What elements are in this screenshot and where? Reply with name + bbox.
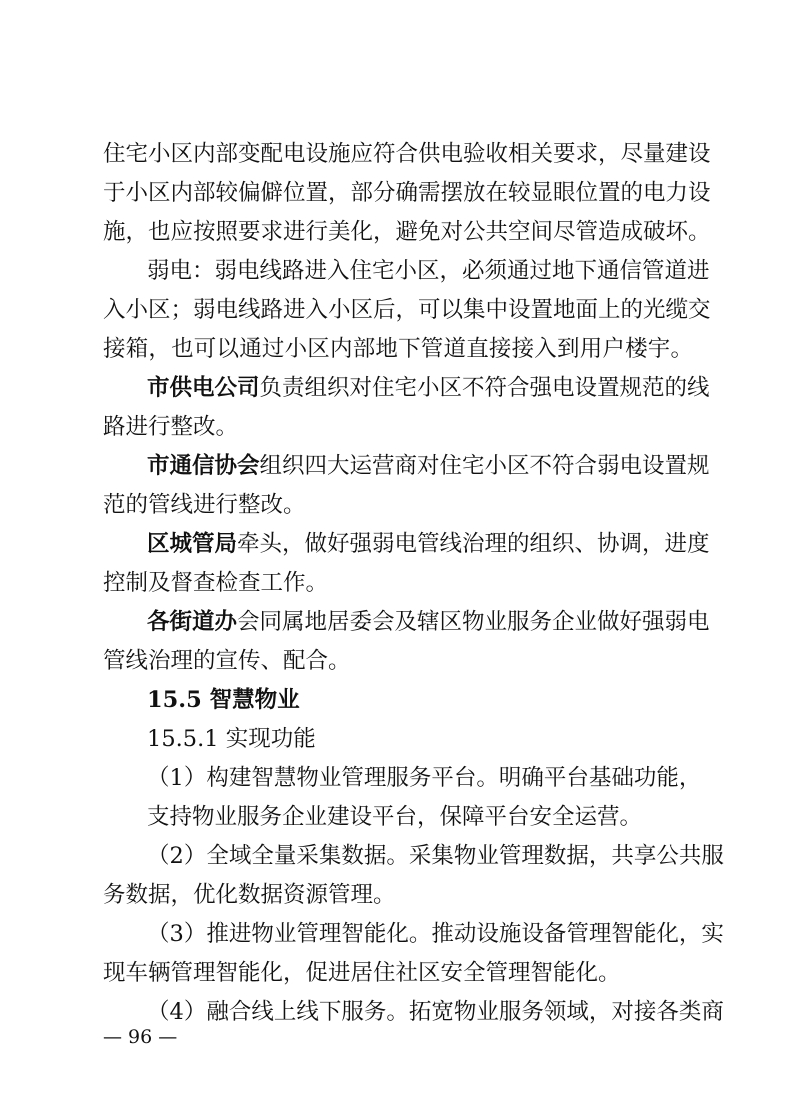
paragraph-6-line-2: 管线治理的宣传、配合。: [103, 648, 351, 674]
item-3-line-1: （3）推进物业管理智能化。推动设施设备管理智能化，实: [147, 921, 724, 947]
item-4-line-1: （4）融合线上线下服务。拓宽物业服务领域，对接各类商: [147, 999, 724, 1025]
paragraph-3-line-1: [147, 368, 710, 408]
paragraph-4-line-2: 范的管线进行整改。: [103, 492, 306, 518]
item-1-line-2: 支持物业服务企业建设平台，保障平台安全运营。: [147, 804, 643, 830]
paragraph-4-line-1: [147, 446, 710, 486]
paragraph-4-text: 组织四大运营商对住宅小区不符合弱电设置规: [259, 453, 710, 479]
power-company-label: 市供电公司: [147, 375, 260, 401]
paragraph-1-line-1: 住宅小区内部变配电设施应符合供电验收相关要求，尽量建设: [103, 141, 711, 167]
street-office-label: 各街道办: [147, 609, 238, 635]
section-heading-15-5: 15.5 智慧物业: [147, 687, 300, 713]
section-heading-15-5-1: 15.5.1 实现功能: [147, 726, 316, 752]
item-2-line-1: （2）全域全量采集数据。采集物业管理数据，共享公共服: [147, 843, 724, 869]
paragraph-5-line-2: 控制及督查检查工作。: [103, 570, 329, 596]
item-1-line-1: （1）构建智慧物业管理服务平台。明确平台基础功能，: [147, 765, 702, 791]
paragraph-6-line-1: [147, 602, 710, 642]
paragraph-1-line-2: 于小区内部较偏僻位置，部分确需摆放在较显眼位置的电力设: [103, 180, 711, 206]
item-3-line-2: 现车辆管理智能化，促进居住社区安全管理智能化。: [103, 960, 621, 986]
paragraph-2-line-3: 接箱，也可以通过小区内部地下管道直接接入到用户楼宇。: [103, 336, 693, 362]
item-2-line-2: 务数据，优化数据资源管理。: [103, 882, 396, 908]
paragraph-3-text: 负责组织对住宅小区不符合强电设置规范的线: [259, 375, 710, 401]
page-number: — 96 —: [103, 1026, 178, 1048]
urban-management-label: 区城管局: [147, 531, 238, 557]
paragraph-1-line-3: 施，也应按照要求进行美化，避免对公共空间尽管造成破坏。: [103, 219, 711, 245]
telecom-association-label: 市通信协会: [147, 453, 260, 479]
paragraph-3-line-2: 路进行整改。: [103, 414, 239, 440]
paragraph-2-line-1: 弱电：弱电线路进入住宅小区，必须通过地下通信管道进: [147, 258, 710, 284]
paragraph-6-text: 会同属地居委会及辖区物业服务企业做好强弱电: [237, 609, 710, 635]
paragraph-5-line-1: [147, 524, 710, 564]
paragraph-5-text: 牵头，做好强弱电管线治理的组织、协调，进度: [237, 531, 710, 557]
paragraph-2-line-2: 入小区；弱电线路进入小区后，可以集中设置地面上的光缆交: [103, 297, 711, 323]
